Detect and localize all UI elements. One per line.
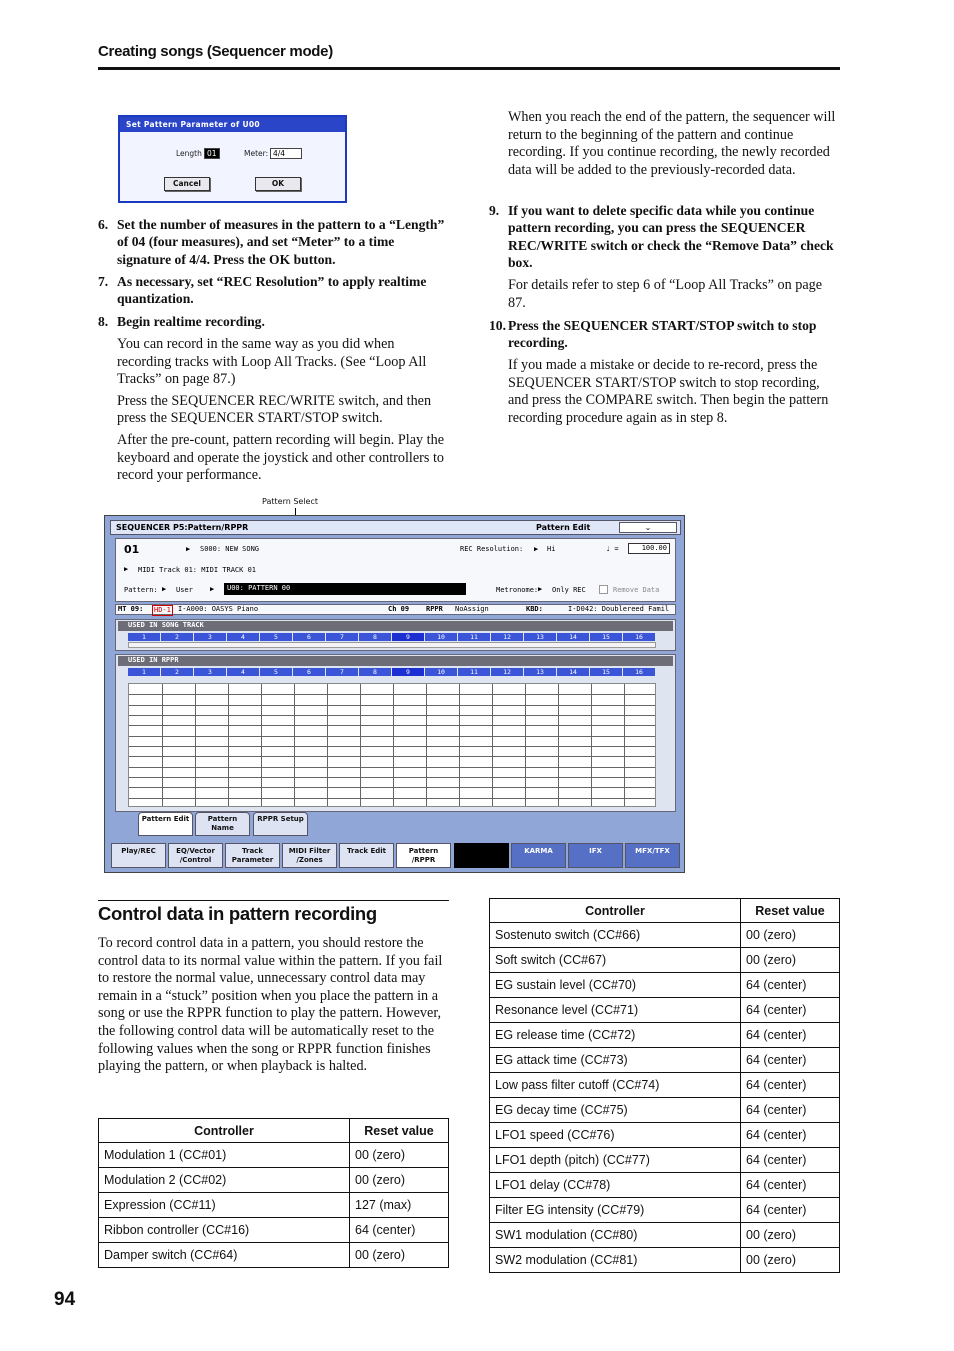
reset-value-cell: 64 (center) xyxy=(741,1023,840,1048)
mode-button-pattern-rppr[interactable]: Pattern /RPPR xyxy=(396,843,451,868)
length-label: Length xyxy=(176,149,202,158)
track-number: 4 xyxy=(227,633,259,641)
step-number: 7. xyxy=(98,274,109,289)
column-header: Controller xyxy=(490,899,741,923)
grid-line xyxy=(129,705,655,706)
step-10 xyxy=(489,317,841,352)
rppr-track-numbers xyxy=(128,668,656,676)
header-rule xyxy=(98,67,840,70)
screen-title-bar xyxy=(110,520,681,535)
grid-line xyxy=(129,725,655,726)
reset-value-cell: 64 (center) xyxy=(741,1098,840,1123)
mode-button-karma[interactable]: KARMA xyxy=(511,843,566,868)
song-number[interactable]: 01 xyxy=(124,543,140,556)
reset-table-right xyxy=(489,898,840,1273)
track-number: 3 xyxy=(194,668,226,676)
column-header: Reset value xyxy=(350,1119,449,1143)
grid-line xyxy=(129,736,655,737)
step-6 xyxy=(98,216,450,268)
reset-value-cell: 64 (center) xyxy=(350,1218,449,1243)
table-row xyxy=(490,1148,840,1173)
controller-cell: Expression (CC#11) xyxy=(99,1193,350,1218)
track-number: 9 xyxy=(392,668,424,676)
track-number: 1 xyxy=(128,633,160,641)
reset-value-cell: 64 (center) xyxy=(741,1073,840,1098)
rppr-label: RPPR xyxy=(426,605,443,613)
controller-cell: Low pass filter cutoff (CC#74) xyxy=(490,1073,741,1098)
track-number: 2 xyxy=(161,668,193,676)
controller-cell: Damper switch (CC#64) xyxy=(99,1243,350,1268)
track-number: 1 xyxy=(128,668,160,676)
arrow-icon[interactable]: ▶ xyxy=(162,585,167,593)
controller-cell: Soft switch (CC#67) xyxy=(490,948,741,973)
track-number: 16 xyxy=(623,633,655,641)
track-number: 3 xyxy=(194,633,226,641)
song-panel xyxy=(115,538,676,602)
grid-line xyxy=(129,787,655,788)
rppr-grid xyxy=(128,683,656,807)
kbd-label: KBD: xyxy=(526,605,543,613)
reset-value-cell: 64 (center) xyxy=(741,973,840,998)
step-number: 9. xyxy=(489,203,500,218)
column-header: Reset value xyxy=(741,899,840,923)
track-number: 15 xyxy=(590,668,622,676)
reset-value-cell: 00 (zero) xyxy=(741,1248,840,1273)
song-track-numbers xyxy=(128,633,656,641)
pattern-bank[interactable]: User xyxy=(176,586,193,594)
table-row xyxy=(490,1198,840,1223)
mode-button-track-parameter[interactable]: Track Parameter xyxy=(225,843,280,868)
step-text: Set the number of measures in the pattern to a “Length” of 04 (four measures), and set “Meter” to a time signature of 4/4. Press the OK button. xyxy=(117,217,445,267)
controller-cell: SW1 modulation (CC#80) xyxy=(490,1223,741,1248)
mode-button-track-edit[interactable]: Track Edit xyxy=(339,843,394,868)
track-select[interactable]: MIDI Track 01: MIDI TRACK 01 xyxy=(138,566,257,574)
step-text: Begin realtime recording. xyxy=(117,314,265,329)
reset-value-cell: 00 (zero) xyxy=(741,923,840,948)
paragraph: You can record in the same way as you did when recording tracks with Loop All Tracks. (See “Loop All Tracks” on page 87.) xyxy=(117,336,427,388)
arrow-icon[interactable]: ▶ xyxy=(210,585,215,593)
table-row xyxy=(490,1123,840,1148)
meter-label: Meter: xyxy=(244,149,269,158)
section-body: To record control data in a pattern, you should restore the control data to its normal value within the pattern. If you fail to restore the normal value, unnecessary control data may remain in a “stuck” position when you place the pattern in a song or use the RPPR function to play the pattern. However, the following control data will be automatically reset to the following values when the song or RPPR function finishes playing the pattern, or when playback is halted. xyxy=(98,935,443,1075)
tab-pattern-edit[interactable]: Pattern Edit xyxy=(138,812,193,836)
page-menu-dropdown[interactable] xyxy=(619,522,677,533)
step-10-body: If you made a mistake or decide to re-record, press the SEQUENCER START/STOP switch to stop recording, and press the COMPARE switch. Then begin the pattern recording procedure again as in step 8. xyxy=(508,357,829,426)
used-in-rppr-panel xyxy=(115,654,676,812)
reset-value-cell: 00 (zero) xyxy=(350,1168,449,1193)
pattern-select-callout: Pattern Select xyxy=(262,497,319,506)
grid-line xyxy=(129,715,655,716)
track-number: 12 xyxy=(491,668,523,676)
right-intro: When you reach the end of the pattern, the sequencer will return to the beginning of the pattern and continue recording. If you continue recording, the newly recorded data will be added to the previously-recorded data. xyxy=(508,109,836,178)
song-track-bar xyxy=(128,642,656,648)
controller-cell: EG attack time (CC#73) xyxy=(490,1048,741,1073)
track-number: 12 xyxy=(491,633,523,641)
remove-data-label: Remove Data xyxy=(613,586,660,594)
table-row xyxy=(490,998,840,1023)
set-pattern-dialog xyxy=(118,115,347,203)
grid-line xyxy=(129,694,655,695)
arrow-icon[interactable]: ▶ xyxy=(186,545,191,553)
arrow-icon[interactable]: ▶ xyxy=(124,565,129,573)
table-row xyxy=(490,1248,840,1273)
table-row xyxy=(99,1143,449,1168)
track-number: 14 xyxy=(557,668,589,676)
table-row xyxy=(490,1173,840,1198)
mode-button-play-rec[interactable]: Play/REC xyxy=(111,843,166,868)
empty-button-slot xyxy=(454,843,509,868)
step-9-body: For details refer to step 6 of “Loop All Tracks” on page 87. xyxy=(508,277,823,311)
meter-field[interactable]: 4/4 xyxy=(270,148,302,159)
reset-value-cell: 00 (zero) xyxy=(741,948,840,973)
track-number: 14 xyxy=(557,633,589,641)
controller-cell: EG sustain level (CC#70) xyxy=(490,973,741,998)
tempo-field[interactable]: 100.00 xyxy=(628,543,670,554)
mt-program[interactable]: I-A000: OASYS Piano xyxy=(178,605,259,613)
table-row xyxy=(490,948,840,973)
reset-value-cell: 64 (center) xyxy=(741,1123,840,1148)
step-number: 10. xyxy=(489,318,506,333)
step-number: 6. xyxy=(98,217,109,232)
dialog-title: Set Pattern Parameter of U00 xyxy=(120,117,345,132)
controller-cell: LFO1 delay (CC#78) xyxy=(490,1173,741,1198)
controller-cell: EG decay time (CC#75) xyxy=(490,1098,741,1123)
step-8 xyxy=(98,313,450,330)
song-name[interactable]: S000: NEW SONG xyxy=(200,545,260,553)
rec-resolution-label: REC Resolution: xyxy=(460,545,524,553)
arrow-icon[interactable]: ▶ xyxy=(538,585,543,593)
table-row xyxy=(99,1168,449,1193)
reset-value-cell: 64 (center) xyxy=(741,1198,840,1223)
kbd-program[interactable]: I-D042: Doublereed Famil xyxy=(568,605,670,613)
controller-cell: Sostenuto switch (CC#66) xyxy=(490,923,741,948)
column-header: Controller xyxy=(99,1119,350,1143)
reset-value-cell: 64 (center) xyxy=(741,1148,840,1173)
metronome-label: Metronome: xyxy=(496,586,539,594)
controller-cell: Modulation 1 (CC#01) xyxy=(99,1143,350,1168)
table-row xyxy=(490,923,840,948)
page-menu-label: Pattern Edit xyxy=(536,523,591,532)
grid-line xyxy=(129,767,655,768)
track-number: 5 xyxy=(260,668,292,676)
table-row xyxy=(490,973,840,998)
controller-cell: EG release time (CC#72) xyxy=(490,1023,741,1048)
pattern-select-field[interactable]: U00: PATTERN 00 xyxy=(224,583,466,595)
table-row xyxy=(490,1023,840,1048)
tab-pattern-name[interactable]: Pattern Name xyxy=(195,812,250,836)
step-number: 8. xyxy=(98,314,109,329)
table-row xyxy=(490,1098,840,1123)
length-field[interactable]: 01 xyxy=(204,148,220,159)
track-number: 8 xyxy=(359,668,391,676)
track-number: 11 xyxy=(458,633,490,641)
controller-cell: LFO1 speed (CC#76) xyxy=(490,1123,741,1148)
controller-cell: SW2 modulation (CC#81) xyxy=(490,1248,741,1273)
track-number: 2 xyxy=(161,633,193,641)
step-text: If you want to delete specific data while you continue pattern recording, you can press the SEQUENCER REC/WRITE switch or check the “Remove Data” check box. xyxy=(508,203,834,271)
track-number: 6 xyxy=(293,633,325,641)
rppr-value[interactable]: NoAssign xyxy=(455,605,489,613)
reset-value-cell: 64 (center) xyxy=(741,1048,840,1073)
page-number: 94 xyxy=(54,1289,76,1310)
ok-button[interactable]: OK xyxy=(255,177,301,191)
reset-value-cell: 127 (max) xyxy=(350,1193,449,1218)
reset-table-left xyxy=(98,1118,449,1268)
controller-cell: Modulation 2 (CC#02) xyxy=(99,1168,350,1193)
track-number: 7 xyxy=(326,633,358,641)
step-8-body xyxy=(117,336,447,489)
screen-title: SEQUENCER P5:Pattern/RPPR xyxy=(116,523,249,532)
track-number: 15 xyxy=(590,633,622,641)
table-row xyxy=(99,1243,449,1268)
track-number: 10 xyxy=(425,668,457,676)
channel[interactable]: Ch 09 xyxy=(388,605,410,613)
controller-cell: LFO1 depth (pitch) (CC#77) xyxy=(490,1148,741,1173)
reset-value-cell: 00 (zero) xyxy=(350,1243,449,1268)
step-text: Press the SEQUENCER START/STOP switch to stop recording. xyxy=(508,318,817,351)
running-header: Creating songs (Sequencer mode) xyxy=(98,43,333,60)
grid-line xyxy=(129,756,655,757)
table-row xyxy=(99,1218,449,1243)
used-in-song-label: USED IN SONG TRACK xyxy=(128,621,204,629)
remove-data-checkbox[interactable] xyxy=(599,585,608,594)
metronome-value[interactable]: Only REC xyxy=(552,586,586,594)
track-number: 11 xyxy=(458,668,490,676)
track-number: 16 xyxy=(623,668,655,676)
step-9 xyxy=(489,202,841,272)
table-row xyxy=(490,1223,840,1248)
paragraph: After the pre-count, pattern recording will begin. Play the keyboard and operate the joystick and other controllers to record your performance. xyxy=(117,431,444,484)
grid-line xyxy=(129,746,655,747)
mode-button-mfx-tfx[interactable]: MFX/TFX xyxy=(625,843,680,868)
table-row xyxy=(490,1048,840,1073)
track-number: 4 xyxy=(227,668,259,676)
mode-button-midi-filter-zones[interactable]: MIDI Filter /Zones xyxy=(282,843,337,868)
section-title: Control data in pattern recording xyxy=(98,903,377,924)
mode-button-eq-vector-control[interactable]: EQ/Vector /Control xyxy=(168,843,223,868)
reset-value-cell: 64 (center) xyxy=(741,998,840,1023)
chevron-down-icon: ⌄ xyxy=(644,523,652,532)
mt-bank-badge: HD-1 xyxy=(154,606,171,614)
track-number: 7 xyxy=(326,668,358,676)
track-number: 5 xyxy=(260,633,292,641)
controller-cell: Ribbon controller (CC#16) xyxy=(99,1218,350,1243)
used-in-rppr-label: USED IN RPPR xyxy=(128,656,179,664)
section-rule xyxy=(98,900,449,901)
arrow-icon[interactable]: ▶ xyxy=(534,545,539,553)
track-number: 6 xyxy=(293,668,325,676)
step-7 xyxy=(98,273,450,308)
sequencer-screen xyxy=(104,515,685,873)
step-text: As necessary, set “REC Resolution” to apply realtime quantization. xyxy=(117,274,427,307)
reset-value-cell: 64 (center) xyxy=(741,1173,840,1198)
reset-value-cell: 00 (zero) xyxy=(741,1223,840,1248)
controller-cell: Filter EG intensity (CC#79) xyxy=(490,1198,741,1223)
track-number: 9 xyxy=(392,633,424,641)
reset-value-cell: 00 (zero) xyxy=(350,1143,449,1168)
grid-line xyxy=(129,777,655,778)
mt-label: MT 09: xyxy=(118,605,144,613)
grid-line xyxy=(129,798,655,799)
track-number: 10 xyxy=(425,633,457,641)
track-info-row xyxy=(115,604,676,615)
used-in-rppr-header xyxy=(118,656,673,666)
controller-cell: Resonance level (CC#71) xyxy=(490,998,741,1023)
paragraph: Press the SEQUENCER REC/WRITE switch, and then press the SEQUENCER START/STOP switch. xyxy=(117,392,432,427)
mode-button-ifx[interactable]: IFX xyxy=(568,843,623,868)
track-number: 13 xyxy=(524,668,556,676)
rec-resolution-value[interactable]: Hi xyxy=(547,545,556,553)
tempo-label: ♩ = xyxy=(606,545,619,553)
table-row xyxy=(99,1193,449,1218)
table-row xyxy=(490,1073,840,1098)
track-number: 13 xyxy=(524,633,556,641)
track-number: 8 xyxy=(359,633,391,641)
pattern-label: Pattern: xyxy=(124,586,158,594)
used-in-song-panel xyxy=(115,619,676,651)
cancel-button[interactable]: Cancel xyxy=(164,177,210,191)
used-in-song-header xyxy=(118,621,673,631)
tab-rppr-setup[interactable]: RPPR Setup xyxy=(253,812,308,836)
